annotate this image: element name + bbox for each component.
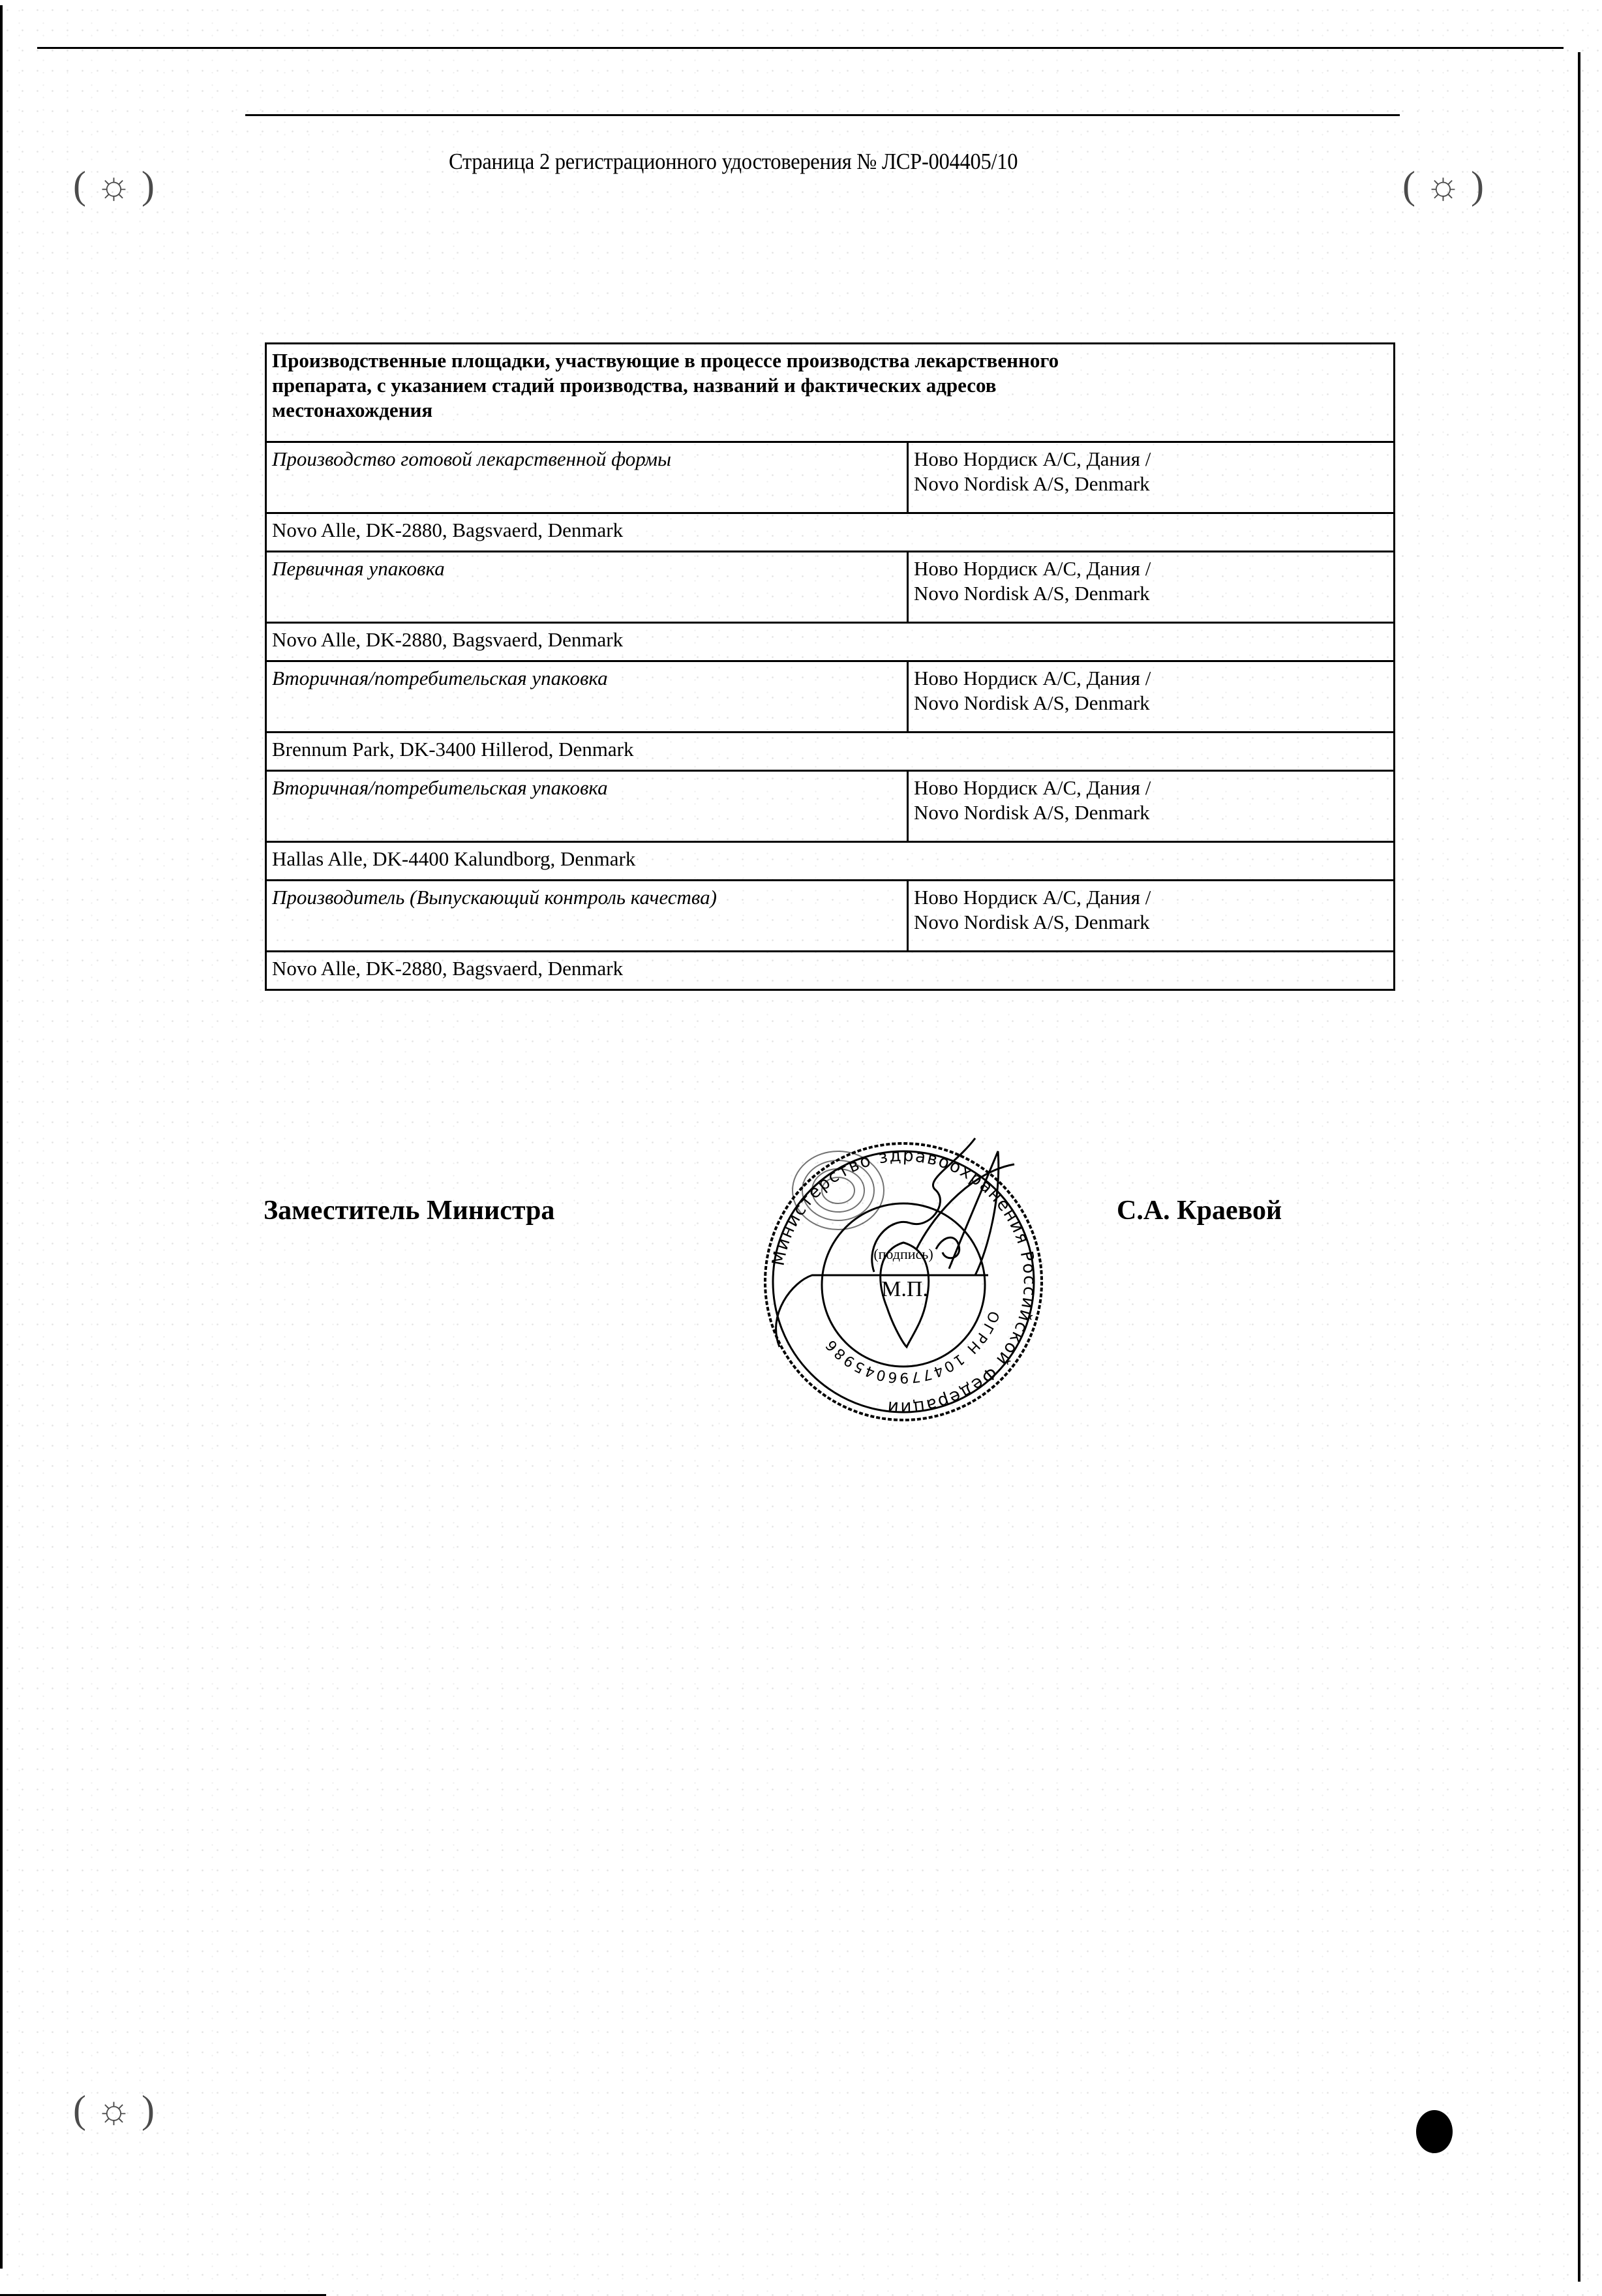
signatory-name: С.А. Краевой — [1117, 1196, 1282, 1226]
stage-cell: Производство готовой лекарственной формы — [266, 442, 908, 513]
table-row — [266, 442, 1395, 513]
manufacturer-cell — [908, 771, 1395, 842]
stage-cell: Производитель (Выпускающий контроль качества) — [266, 881, 908, 952]
address-cell: Brennum Park, DK-3400 Hillerod, Denmark — [266, 733, 1395, 771]
svg-text:(подпись): (подпись) — [873, 1246, 933, 1262]
manufacturer-ru: Ново Нордиск А/С, Дания / — [914, 886, 1151, 909]
manufacturer-cell — [908, 442, 1395, 513]
manufacturer-cell — [908, 881, 1395, 952]
manufacturer-en: Novo Nordisk A/S, Denmark — [914, 582, 1150, 605]
manufacturer-ru: Ново Нордиск А/С, Дания / — [914, 776, 1151, 799]
table-row — [266, 623, 1395, 661]
header-line: местонахождения — [272, 399, 433, 421]
table-row — [266, 733, 1395, 771]
header-line: препарата, с указанием стадий производства, названий и фактических адресов — [272, 374, 997, 397]
manufacturer-ru: Ново Нордиск А/С, Дания / — [914, 447, 1151, 470]
manufacturer-ru: Ново Нордиск А/С, Дания / — [914, 557, 1151, 580]
address-cell: Novo Alle, DK-2880, Bagsvaerd, Denmark — [266, 513, 1395, 552]
svg-text:Министерство здравоохранения Р: Министерство здравоохранения Российской Федерации — [768, 1145, 1040, 1418]
manufacturer-cell — [908, 661, 1395, 733]
manufacturer-en: Novo Nordisk A/S, Denmark — [914, 472, 1150, 495]
signatory-position: Заместитель Министра — [264, 1196, 555, 1226]
address-cell: Novo Alle, DK-2880, Bagsvaerd, Denmark — [266, 952, 1395, 990]
table-row — [266, 552, 1395, 623]
official-seal-icon — [740, 1119, 1066, 1445]
left-bracket-mark: ( ☼ ) — [73, 164, 155, 207]
table-row — [266, 881, 1395, 952]
header-line: Производственные площадки, участвующие в процессе производства лекарственного — [272, 349, 1059, 372]
table-header — [266, 344, 1395, 442]
table-row — [266, 661, 1395, 733]
table-row — [266, 771, 1395, 842]
page-title: Страница 2 регистрационного удостоверения № ЛСР-004405/10 — [449, 149, 1018, 174]
table-row — [266, 952, 1395, 990]
left-border — [0, 5, 3, 2269]
stage-cell: Первичная упаковка — [266, 552, 908, 623]
punch-hole-mark — [1416, 2110, 1453, 2153]
manufacturer-en: Novo Nordisk A/S, Denmark — [914, 691, 1150, 714]
manufacturer-en: Novo Nordisk A/S, Denmark — [914, 801, 1150, 824]
left-bottom-bracket-mark: ( ☼ ) — [73, 2088, 155, 2131]
address-cell: Hallas Alle, DK-4400 Kalundborg, Denmark — [266, 842, 1395, 881]
svg-text:М.П.: М.П. — [881, 1277, 928, 1301]
header-underline — [245, 114, 1400, 116]
table-row — [266, 842, 1395, 881]
stage-cell: Вторичная/потребительская упаковка — [266, 771, 908, 842]
production-sites-table — [265, 342, 1395, 991]
right-bracket-mark: ( ☼ ) — [1402, 164, 1484, 207]
manufacturer-en: Novo Nordisk A/S, Denmark — [914, 911, 1150, 933]
manufacturer-cell — [908, 552, 1395, 623]
address-cell: Novo Alle, DK-2880, Bagsvaerd, Denmark — [266, 623, 1395, 661]
top-rule — [37, 47, 1564, 49]
stage-cell: Вторичная/потребительская упаковка — [266, 661, 908, 733]
right-border — [1578, 52, 1580, 2282]
table-row — [266, 513, 1395, 552]
manufacturer-ru: Ново Нордиск А/С, Дания / — [914, 667, 1151, 689]
svg-text:ОГРН 1047796045986: ОГРН 1047796045986 — [821, 1308, 1003, 1386]
